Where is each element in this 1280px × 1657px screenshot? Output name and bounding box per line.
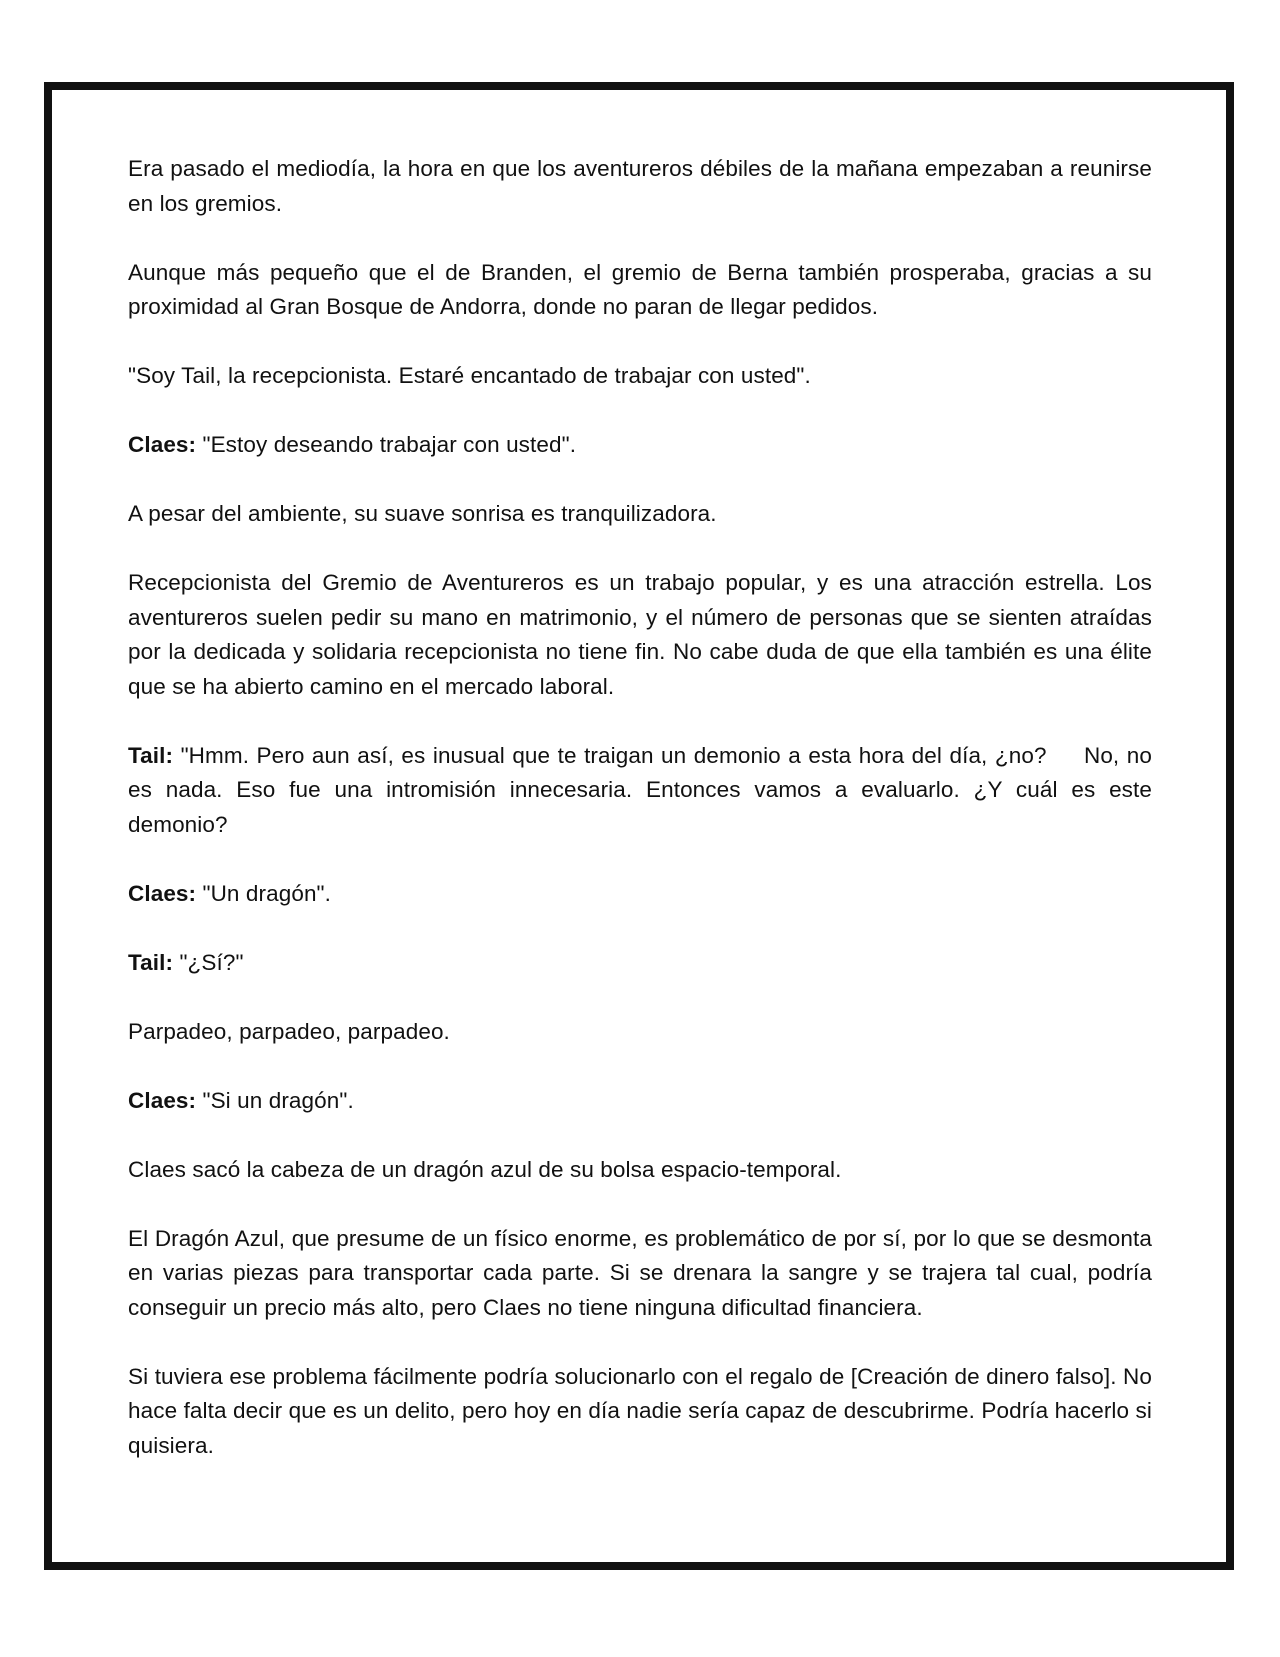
paragraph (128, 1153, 1152, 1188)
dialogue-line (128, 739, 1159, 843)
paragraph-text: Recepcionista del Gremio de Aventureros es un trabajo popular, y es una atracción estrella. Los aventureros suelen pedir su mano en matrimonio, y el número de personas que se sienten atraídas por la dedicada y solidaria recepcionista no tiene fin. No cabe duda de que ella también es una élite que se ha abierto camino en el mercado laboral. (128, 570, 1152, 699)
paragraph-text: Parpadeo, parpadeo, parpadeo. (128, 1018, 450, 1044)
paragraph-text: El Dragón Azul, que presume de un físico enorme, es problemático de por sí, por lo que se desmonta en varias piezas para transportar cada parte. Si se drenara la sangre y se trajera tal cual, podría conseguir un precio más alto, pero Claes no tiene ninguna dificultad financiera. (128, 1225, 1152, 1320)
paragraph-text: Claes sacó la cabeza de un dragón azul de su bolsa espacio-temporal. (128, 1156, 842, 1182)
speaker-label: Claes: (128, 432, 197, 457)
paragraph-text: Aunque más pequeño que el de Branden, el gremio de Berna también prosperaba, gracias a su proximidad al Gran Bosque de Andorra, donde no paran de llegar pedidos. (128, 259, 1152, 319)
paragraph (128, 359, 1152, 394)
paragraph (128, 152, 1152, 221)
paragraph (128, 256, 1152, 325)
speaker-label: Claes: (128, 880, 197, 906)
dialogue-text: "Estoy deseando trabajar con usted". (196, 432, 577, 457)
document-body (128, 152, 1159, 1498)
paragraph (128, 1015, 1152, 1050)
paragraph-text: "Soy Tail, la recepcionista. Estaré encantado de trabajar con usted". (128, 363, 811, 388)
paragraph (128, 566, 1152, 704)
speaker-label: Claes: (128, 1087, 197, 1113)
dialogue-line (128, 428, 1152, 463)
speaker-label: Tail: (128, 949, 174, 975)
dialogue-line (128, 946, 1152, 981)
speaker-label: Tail: (128, 742, 174, 768)
paragraph-text: A pesar del ambiente, su suave sonrisa es tranquilizadora. (128, 501, 717, 526)
paragraph (128, 1222, 1152, 1326)
paragraph-text: Si tuviera ese problema fácilmente podría solucionarlo con el regalo de [Creación de dinero falso]. No hace falta decir que es un delito, pero hoy en día nadie sería capaz de descubrirme. Podría hacerlo si quisiera. (128, 1363, 1152, 1458)
dialogue-line (128, 1084, 1152, 1119)
dialogue-text: "Hmm. Pero aun así, es inusual que te traigan un demonio a esta hora del día, ¿no? No, no es nada. Eso fue una intromisión innecesaria. Entonces vamos a evaluarlo. ¿Y cuál es este demonio? (128, 742, 1159, 837)
dialogue-text: "Un dragón". (196, 880, 331, 906)
paragraph (128, 1360, 1152, 1464)
paragraph (128, 497, 1152, 532)
dialogue-text: "¿Sí?" (173, 949, 244, 975)
paragraph-text: Era pasado el mediodía, la hora en que los aventureros débiles de la mañana empezaban a reunirse en los gremios. (128, 156, 1152, 216)
dialogue-line (128, 877, 1152, 912)
dialogue-text: "Si un dragón". (196, 1087, 354, 1113)
